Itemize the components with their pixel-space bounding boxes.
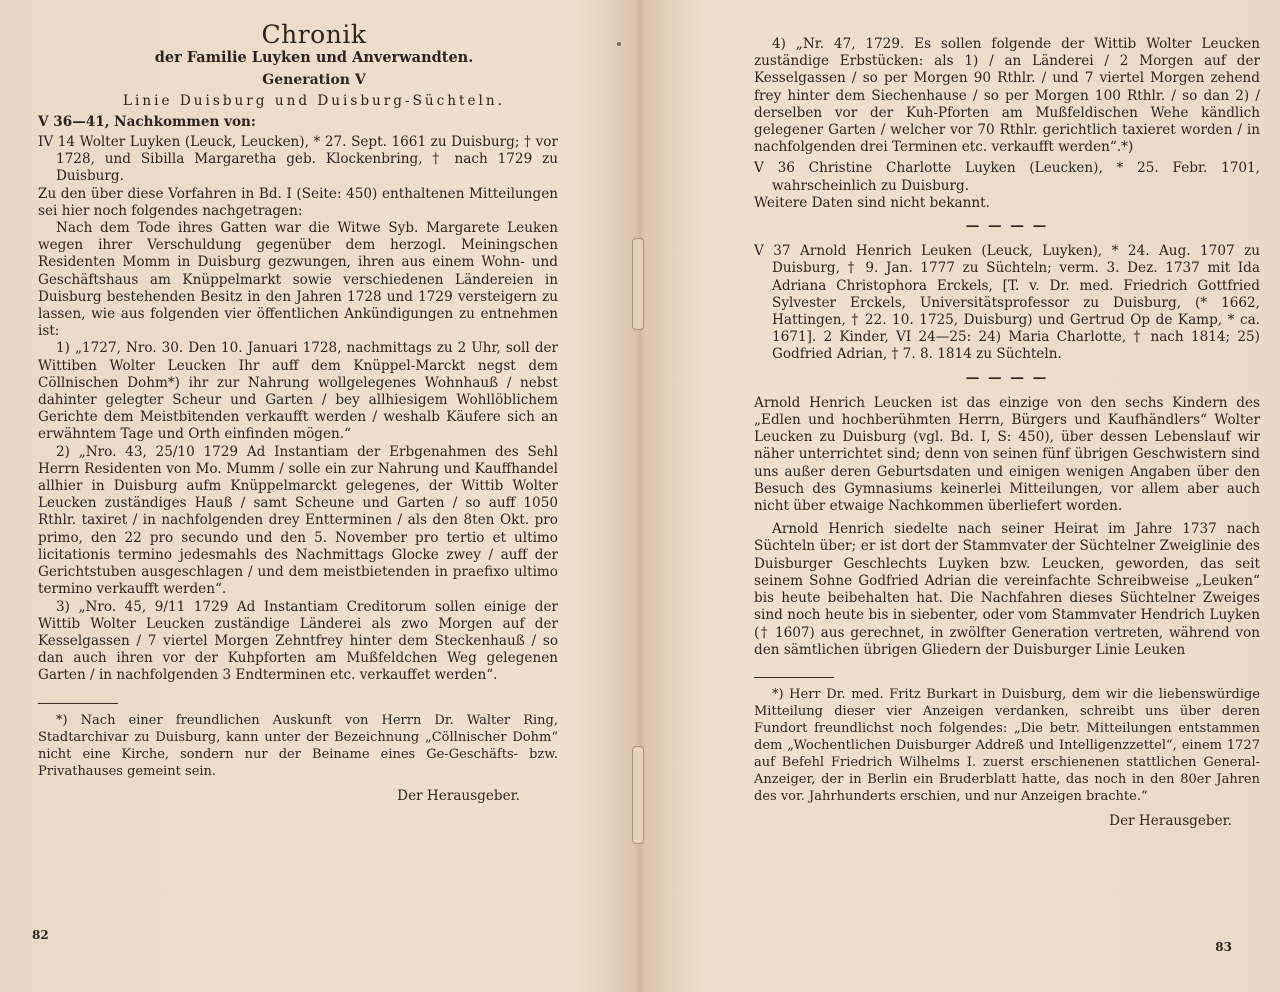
paragraph-arnold-henrich: Arnold Henrich Leucken ist das einzige von den sechs Kindern des „Edlen und hochberühmten Herrn, Bürgers und Kaufhändlers“ Wolter Leucken zu Duisburg (vgl. Bd. I, S: 450), über dessen Lebenslauf wir näher unterrichtet sind; denn von seinen fünf übrigen Geschwistern sind uns außer deren Geburtsdaten und einigen wenigen Angaben über den Besuch des Gymnasiums keinerlei Mitteilungen, vor allem aber auch nicht über etwaige Nachkommen überliefert worden. — [754, 394, 1260, 515]
generation-heading: Generation V — [262, 72, 366, 89]
lineage-heading: Linie Duisburg und Duisburg-Süchteln. — [123, 92, 505, 109]
page-number-left: 82 — [32, 928, 49, 942]
announcement-1: 1) „1727, Nro. 30. Den 10. Januari 1728, nachmittags zu 2 Uhr, soll der Wittiben Wolter Leucken Ihr auff dem Knüppel-Marckt negst dem Cöllnischen Dohm*) ihr zur Nahrung wollgelegenes Wohnhauß / nebst dahinter gelegter Scheur und Garten / bey allhiesigem Wohllöblichem Gerichte dem Meistbitenden verkaufft werden / weshalb Käufere sich an erwähntem Tage und Orth einfinden mögen.“ — [38, 340, 558, 443]
no-further-data: Weitere Daten sind nicht bekannt. — [754, 194, 990, 211]
footnote-left: *) Nach einer freundlichen Auskunft von Herrn Dr. Walter Ring, Stadtarchivar zu Duisburg, kann unter der Bezeichnung „Cöllnischer Dohm“ nicht eine Kirche, sondern nur der Beiname eines Ge-Geschäfts- bzw. Privathauses gemeint sein. — [38, 712, 558, 779]
entry-iv-14: IV 14 Wolter Luyken (Leuck, Leucken), * 27. Sept. 1661 zu Duisburg; † vor 1728, und Sibilla Margaretha geb. Klockenbring, † nach 1729 zu Duisburg. — [38, 134, 558, 185]
entry-v-36: V 36 Christine Charlotte Luyken (Leucken), * 25. Febr. 1701, wahrscheinlich zu Duisburg. — [754, 160, 1260, 194]
supplement-intro: Zu den über diese Vorfahren in Bd. I (Seite: 450) enthaltenen Mitteilungen sei hier noch folgendes nachgetragen: — [38, 185, 558, 219]
announcement-3: 3) „Nro. 45, 9/11 1729 Ad Instantiam Creditorum sollen einige der Wittib Wolter Leucken zuständige Länderei als zwo Morgen auf der Kesselgassen / 7 viertel Morgen Zehntfrey hinter dem Steckenhauß / so dan auch ihren vor der Kuhpforten am Mußfeldchen Weg gelegenen Garten / in nachfolgenden 3 Endterminen etc. verkauffet werden“. — [38, 598, 558, 684]
editor-signature-right: Der Herausgeber. — [1109, 812, 1232, 829]
right-page — [640, 0, 1280, 992]
entry-v-37: V 37 Arnold Henrich Leuken (Leuck, Luyken), * 24. Aug. 1707 zu Duisburg, † 9. Jan. 1777 zu Süchteln; verm. 3. Dez. 1737 mit Ida Adriana Christophora Erckels, [T. v. Dr. med. Friedrich Gottfried Sylvester Erckels, Universitätsprofessor zu Duisburg, (* 1662, Hattingen, † 22. 10. 1725, Duisburg) und Gertrud Op de Kamp, * ca. 1671]. 2 Kinder, VI 24—25: 24) Maria Charlotte, † nach 1814; 25) Godfried Adrian, † 7. 8. 1814 zu Süchteln. — [754, 243, 1260, 363]
page-number-right: 83 — [1215, 940, 1232, 954]
left-page — [0, 0, 620, 992]
announcement-2: 2) „Nro. 43, 25/10 1729 Ad Instantiam der Erbgenahmen des Sehl Herrn Residenten von Mo. Mumm / solle ein zur Nahrung und Kauffhandel allhier in Duisburg aufm Knüppelmarckt gelegenes, der Wittib Wolter Leucken zuständiges Hauß / samt Scheune und Garten / so auff 1050 Rthlr. taxiret / in nachfolgenden drey Entterminen / als den 8ten Okt. pro primo, den 22 pro secundo und den 5. November pro tertio et ultimo licitationis termino jedesmahls des Nachmittags Glocke zwey / auff der Gerichtstuben ausgeschlagen / und dem meistbietenden in praefixo ultimo termino verkaufft werden“. — [38, 443, 558, 598]
chronicle-title: Chronik — [261, 20, 367, 49]
chronicle-subtitle: der Familie Luyken und Anverwandten. — [154, 49, 474, 67]
footnote-rule-right — [754, 677, 834, 678]
footnote-right: *) Herr Dr. med. Fritz Burkart in Duisburg, dem wir die liebenswürdige Mitteilung dieser vier Anzeigen verdanken, schreibt uns über deren Fundort freundlichst noch folgendes: „Die betr. Mitteilungen entstammen dem „Wochentlichen Duisburger Addreß und Intelligenzzettel“, einem 1727 auf Befehl Friedrich Wilhelms I. zuerst erschienenen stattlichen General-Anzeiger, der in Berlin ein Bruderblatt hatte, das noch in den 80er Jahren des vor. Jahrhunderts erschien, und nur Anzeigen brachte.“ — [754, 686, 1260, 804]
right-page-column — [754, 36, 1260, 830]
paragraph-estate-sale: Nach dem Tode ihres Gatten war die Witwe Syb. Margarete Leuken wegen ihrer Verschuldung gegenüber dem herzogl. Meiningschen Residenten Momm in Duisburg gezwungen, ihren aus einem Wohn- und Geschäftshaus am Knüppelmarkt sowie verschiedenen Ländereien in Duisburg bestehenden Besitz in den Jahren 1728 und 1729 versteigern zu lassen, wie aus folgenden vier öffentlichen Ankündigungen zu entnehmen ist: — [38, 220, 558, 340]
separator-dashes-1: — — — — — [965, 218, 1049, 235]
editor-signature-left: Der Herausgeber. — [397, 787, 520, 804]
announcement-4: 4) „Nr. 47, 1729. Es sollen folgende der Wittib Wolter Leucken zuständige Erbstücken: als 1) / an Länderei / 2 Morgen auf der Kesselgassen / so per Morgen 90 Rthlr. / und 7 viertel Morgen zehend frey hinter dem Siechenhause / so per Morgen 100 Rthlr. / so dan 2) / derselben vor der Kuh-Pforten am Mußfeldischen Wehe kändlich gelegener Garten / welcher vor 70 Rthlr. gerichtlich taxieret worden / in nachfolgenden drei Terminen etc. verkaufft werden“.*) — [754, 36, 1260, 156]
separator-dashes-2: — — — — — [965, 369, 1049, 386]
descendants-heading: V 36—41, Nachkommen von: — [38, 113, 256, 130]
paragraph-suechteln: Arnold Henrich siedelte nach seiner Heirat im Jahre 1737 nach Süchteln über; er ist dort der Stammvater der Süchtelner Zweiglinie des Duisburger Geschlechts Luyken bzw. Leucken, geworden, das seit seinem Sohne Godfried Adrian die vereinfachte Schreibweise „Leuken“ bis heute beibehalten hat. Die Nachfahren dieses Süchtelner Zweiges sind noch heute bis in siebenter, oder vom Stammvater Hendrich Luyken († 1607) aus gerechnet, in zwölfter Generation vertreten, während von den sämtlichen übrigen Gliedern der Duisburger Linie Leuken — [754, 521, 1260, 658]
left-page-column — [38, 20, 558, 805]
footnote-rule — [38, 703, 118, 704]
